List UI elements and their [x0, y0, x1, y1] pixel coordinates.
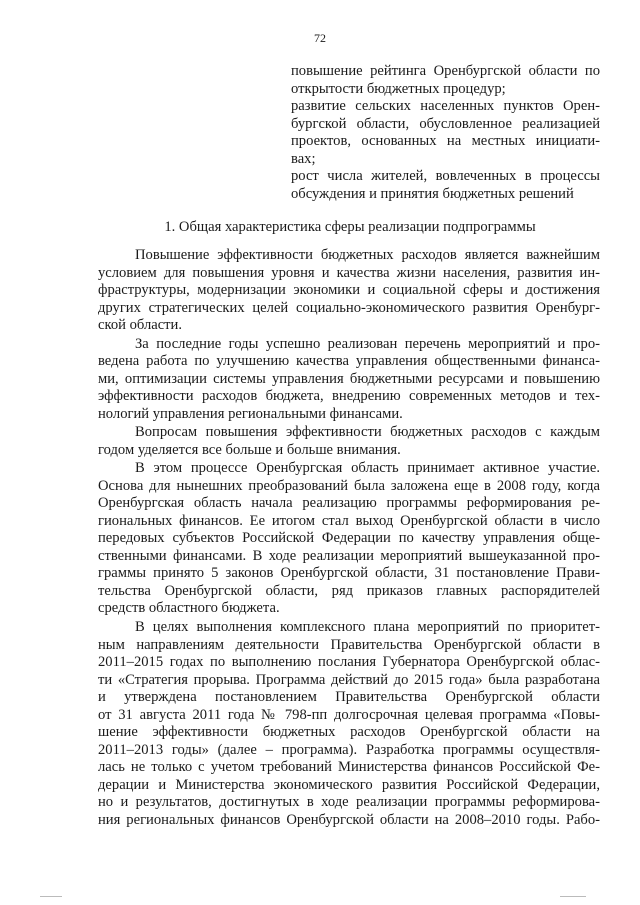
paragraph-line: нологий управления региональными финансами. — [98, 406, 403, 422]
scan-mark — [40, 896, 62, 897]
paragraph-line: В этом процессе Оренбургская область принимает активное участие. — [135, 460, 600, 476]
paragraph-line: от 31 августа 2011 года № 798-пп долгосрочная целевая программа «Повы- — [98, 707, 600, 723]
paragraph-line: Оренбургская область начала реализацию программы реформирования ре- — [98, 495, 600, 511]
paragraph-line: ми, оптимизации системы управления бюджетными ресурсами и повышению — [98, 371, 600, 387]
paragraph-line: фраструктуры, модернизации экономики и социальной сферы и достижения — [98, 282, 600, 298]
paragraph-line: средств областного бюджета. — [98, 600, 280, 616]
paragraph-line: ным направлениям деятельности Правительства Оренбургской области в — [98, 637, 600, 653]
paragraph-line: дерации и Министерства экономического развития Российской Федерации, — [98, 777, 600, 793]
list-item-line: рост числа жителей, вовлеченных в процессы — [291, 168, 600, 184]
paragraph-line: В целях выполнения комплексного плана мероприятий по приоритет- — [135, 619, 600, 635]
paragraph-line: и утверждена постановлением Правительства Оренбургской области — [98, 689, 600, 705]
paragraph-line: шение эффективности бюджетных расходов Оренбургской области на — [98, 724, 600, 740]
paragraph-line: ственными финансами. В ходе реализации мероприятий вышеуказанной про- — [98, 548, 600, 564]
paragraph-line: ти «Стратегия прорыва. Программа действий до 2015 года» была разработана — [98, 672, 600, 688]
page-number: 72 — [314, 31, 326, 45]
list-item-line: проектов, основанных на местных инициати- — [291, 133, 600, 149]
paragraph-line: ведена работа по улучшению качества управления общественными финанса- — [98, 353, 600, 369]
list-item-line: вах; — [291, 151, 316, 167]
paragraph-line: других стратегических целей социально-экономического развития Оренбург- — [98, 300, 600, 316]
scan-mark — [560, 896, 586, 897]
paragraph-line: условием для повышения уровня и качества жизни населения, развития ин- — [98, 265, 600, 281]
paragraph-line: 2011–2013 годы» (далее – программа). Разработка программы осуществля- — [98, 742, 600, 758]
list-item-line: развитие сельских населенных пунктов Орен- — [291, 98, 600, 114]
paragraph-line: 2011–2015 годах по выполнению послания Губернатора Оренбургской облас- — [98, 654, 600, 670]
list-item-line: открытости бюджетных процедур; — [291, 81, 506, 97]
list-item-line: повышение рейтинга Оренбургской области по — [291, 63, 600, 79]
paragraph-line: Вопросам повышения эффективности бюджетных расходов с каждым — [135, 424, 600, 440]
paragraph-line: За последние годы успешно реализован перечень мероприятий и про- — [135, 336, 600, 352]
paragraph-line: лась не только с учетом требований Министерства финансов Российской Фе- — [98, 759, 600, 775]
paragraph-line: Повышение эффективности бюджетных расходов является важнейшим — [135, 247, 600, 263]
paragraph-line: Основа для нынешних преобразований была заложена еще в 2008 году, когда — [98, 478, 600, 494]
paragraph-line: гиональных финансов. Ее итогом стал выход Оренбургской области в число — [98, 513, 600, 529]
list-item-line: бургской области, обусловленное реализацией — [291, 116, 600, 132]
section-heading: 1. Общая характеристика сферы реализации подпрограммы — [164, 219, 536, 235]
paragraph-line: тельства Оренбургской области, ряд приказов главных распорядителей — [98, 583, 600, 599]
list-item-line: обсуждения и принятия бюджетных решений — [291, 186, 574, 202]
paragraph-line: ской области. — [98, 317, 183, 333]
paragraph-line: ния региональных финансов Оренбургской области на 2008–2010 годы. Рабо- — [98, 812, 600, 828]
paragraph-line: но и результатов, достигнутых в ходе реализации программы реформирова- — [98, 794, 600, 810]
paragraph-line: годом уделяется все больше и больше внимания. — [98, 442, 401, 458]
paragraph-line: граммы принято 5 законов Оренбургской области, 31 постановление Прави- — [98, 565, 600, 581]
paragraph-line: эффективности расходов бюджета, внедрению современных методов и тех- — [98, 388, 600, 404]
paragraph-line: передовых субъектов Российской Федерации по качеству управления обще- — [98, 530, 600, 546]
